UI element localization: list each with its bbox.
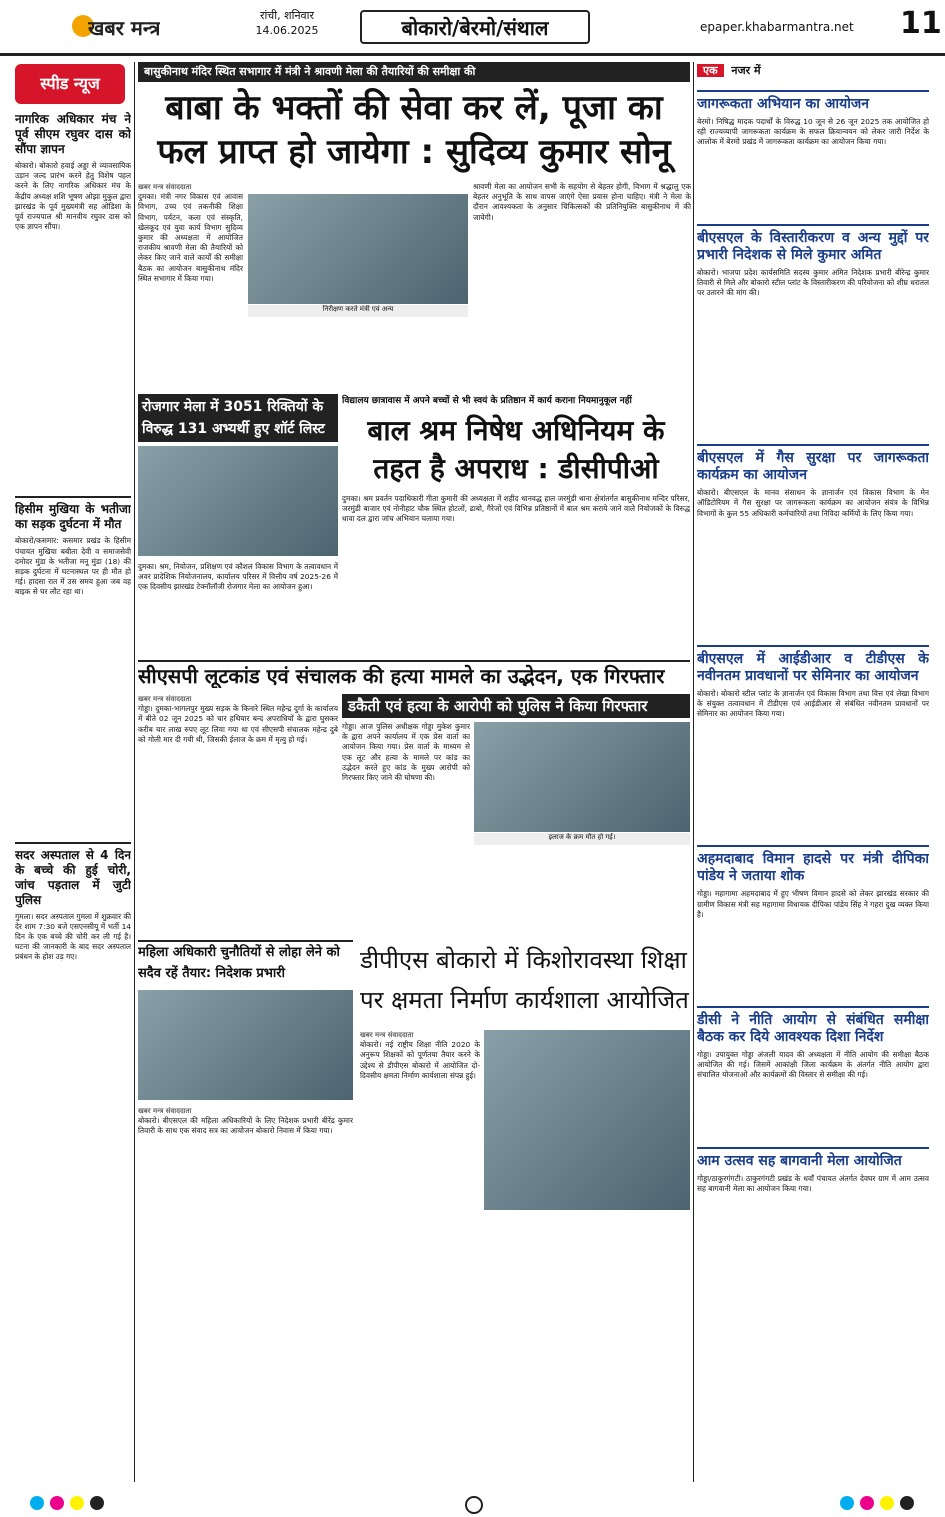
dps-body: बोकारो। नई राष्ट्रीय शिक्षा नीति 2020 के अनुरूप शिक्षकों को पूर्णतया तैयार करने के उद्देश्य से डीपीएस बोकारो में आयोजित दो-दिवसीय क्षमता निर्माण कार्यशाला संपन्न हुई। <box>360 1040 480 1080</box>
mahila-headline: महिला अधिकारी चुनौतियों से लोहा लेने को सदैव रहें तैयार: निदेशक प्रभारी <box>138 940 353 984</box>
lead-byline: खबर मन्त्र संवाददाता <box>138 183 192 191</box>
dakaiti-body: गोड्डा। आज पुलिस अधीक्षक गोड्डा मुकेश कुमार के द्वारा अपने कार्यालय में एक प्रेस वार्ता का आयोजन किया गया। प्रेस वार्ता के माध्यम से एक लूट और हत्या के मामले पर कांड का उद्भेदन करते हुए कांड के मुख्य आरोपी को गिरफ्तार किए जाने की घोषणा की। <box>342 722 470 783</box>
right-item <box>697 1006 929 1081</box>
registration-dot-icon <box>70 1496 84 1510</box>
crosshair-icon <box>465 1496 483 1514</box>
lead-body-col2 <box>473 182 691 380</box>
right-item-body: गोड्डा। उपायुक्त गोड्डा अंजली यादव की अध्यक्षता में नीति आयोग की समीक्षा बैठक आयोजित की गई। जिसमें आकांक्षी जिला कार्यक्रम के अंतर्गत नीति आयोग द्वारा संचालित योजनाओं और कार्यक्रमों की विस्तार से समीक्षा की गई। <box>697 1050 929 1080</box>
registration-dot-icon <box>30 1496 44 1510</box>
right-item <box>697 845 929 920</box>
right-item <box>697 224 929 299</box>
print-registration-strip <box>0 1490 945 1517</box>
right-item-headline: जागरूकता अभियान का आयोजन <box>697 90 929 113</box>
left-story2-body: बोकारो/कसमार: कसमार प्रखंड के हिसीम पंचायत मुखिया बबीता देवी व समाजसेवी दमोदर मुंडा के भतीजा मनू मुंडा (18) की सड़क दुर्घटना में घटनास्थल पर ही मौत हो गई। हादसा रात में उस समय हुआ जब वह बाइक से घर लौट रहा था। <box>15 536 131 597</box>
left-story1-body: बोकारो। बोकारो हवाई अड्डा से व्यावसायिक उड़ान जल्द प्रारंभ करने हेतु विशेष पहल करने के लिए नागरिक अधिकार मंच के केंद्रीय अध्यक्ष शशि भूषण ओझा मुकुल द्वारा झारखंड के पूर्व मुख्यमंत्री सह ओडिशा के पूर्व राज्यपाल श्री मानवीय रघुवर दास को एक ज्ञापन सौंपा। <box>15 161 131 232</box>
balshram-kicker: विद्यालय छात्रावास में अपने बच्चों से भी स्वयं के प्रतिष्ठान में कार्य कराना नियमानुकूल नहीं <box>342 396 632 406</box>
left-story2-headline: हिसीम मुखिया के भतीजा का सड़क दुर्घटना में मौत <box>15 496 131 532</box>
rozgar-headline: रोजगार मेला में 3051 रिक्तियों के विरुद्ध 131 अभ्यर्थी हुए शॉर्ट लिस्ट <box>138 394 338 442</box>
page-number: 11 <box>900 6 942 41</box>
right-item-headline: बीएसएल के विस्तारीकरण व अन्य मुद्दों पर प्रभारी निदेशक से मिले कुमार अमित <box>697 224 929 264</box>
mahila-body-col <box>138 1106 353 1476</box>
right-item-headline: अहमदाबाद विमान हादसे पर मंत्री दीपिका पांडेय ने जताया शोक <box>697 845 929 885</box>
right-item-headline: आम उत्सव सह बागवानी मेला आयोजित <box>697 1147 929 1170</box>
right-item-headline: बीएसएल में गैस सुरक्षा पर जागरूकता कार्यक्रम का आयोजन <box>697 444 929 484</box>
dakaiti-photo <box>474 722 690 832</box>
right-item-body: गोड्डा/ठाकुरगंगटी। ठाकुरगंगटी प्रखंड के धवाँ पंचायत अंतर्गत देवघर ग्राम में आम उत्सव सह बागवानी मेला का आयोजन किया गया। <box>697 1173 929 1193</box>
registration-dot-icon <box>840 1496 854 1510</box>
lead-body2: श्रावणी मेला का आयोजन सभी के सहयोग से बेहतर होगी, विभाग में श्रद्धालु एक बेहतर अनुभूति के साथ वापस जाएंगे ऐसा प्रयास होना चाहिए। मंत्री ने मेला के दौरान आवश्यकता के अनुसार चिकित्सकों की प्रतिनियुक्ति बासुकीनाथ में की जायेगी। <box>473 182 691 222</box>
csp-byline: खबर मन्त्र संवाददाता <box>138 695 192 703</box>
left-story1-headline: नागरिक अधिकार मंच ने पूर्व सीएम रघुवर दास को सौंपा ज्ञापन <box>15 112 131 156</box>
registration-dot-icon <box>50 1496 64 1510</box>
dps-byline: खबर मन्त्र संवाददाता <box>360 1031 414 1039</box>
city-day: रांची, शनिवार <box>259 9 315 22</box>
left-column <box>15 108 131 1488</box>
right-item-body: गोड्डा। महागामा अहमदाबाद में हुए भीषण विमान हादसे को लेकर झारखंड सरकार की ग्रामीण विकास मंत्री सह महागामा विधायक दीपिका पांडेय सिंह ने गहरा दुख व्यक्त किया है। <box>697 889 929 919</box>
lead-photo-caption: निरीक्षण करते मंत्री एवं अन्य <box>248 305 468 317</box>
registration-dot-icon <box>90 1496 104 1510</box>
lead-photo <box>248 194 468 304</box>
dps-body-col <box>360 1030 480 1470</box>
lead-body: दुमका। मंत्री नगर विकास एवं आवास विभाग, उच्च एवं तकनीकी शिक्षा विभाग, पर्यटन, कला एवं संस्कृति, खेलकूद एवं युवा कार्य विभाग सुदिव्य कुमार की अध्यक्षता में आयोजित राजकीय श्रावणी मेला की तैयारियों को लेकर किए जाने वाले कार्यों की समीक्षा बैठक का आयोजन बासुकीनाथ मंदिर स्थित सभागार में किया गया। <box>138 192 243 283</box>
right-item-body: बोकारो। भाजपा प्रदेश कार्यसमिति सदस्य कुमार अमित निदेशक प्रभारी बीरेन्द्र कुमार तिवारी से मिले और बोकारो स्टील प्लांट के विस्तारीकरण की परियोजना को शीघ्र धरातल पर उतारने की मांग की। <box>697 267 929 298</box>
right-item-body: बोकारो। बोकारो स्टील प्लांट के ज्ञानार्जन एवं विकास विभाग तथा वित्त एवं लेखा विभाग के संयुक्त तत्वावधान में टीडीएस एवं आईडीआर से संबंधित नवीनतम प्रावधानों पर सेमिनार का आयोजन किया गया। <box>697 688 929 719</box>
right-item-headline: डीसी ने नीति आयोग से संबंधित समीक्षा बैठक कर दिये आवश्यक दिशा निर्देश <box>697 1006 929 1046</box>
column-divider <box>134 62 135 1482</box>
right-item <box>697 444 929 519</box>
right-item <box>697 90 929 148</box>
right-item <box>697 645 929 720</box>
left-story3-headline: सदर अस्पताल से 4 दिन के बच्चे की हुई चोरी, जांच पड़ताल में जुटी पुलिस <box>15 842 131 908</box>
mahila-body: बोकारो। बीएसएल की महिला अधिकारियों के लिए निदेशक प्रभारी बीरेंद्र कुमार तिवारी के साथ एक संवाद सत्र का आयोजन बोकारो निवास में किया गया। <box>138 1116 353 1136</box>
balshram-headline: बाल श्रम निषेध अधिनियम के तहत है अपराध : डीसीपीओ <box>367 414 665 485</box>
section-title: बोकारो/बेरमो/संथाल <box>360 10 590 44</box>
rozgar-photo <box>138 446 338 556</box>
ek-tag: एक <box>697 64 724 77</box>
lead-headline: बाबा के भक्तों की सेवा कर लें, पूजा का फल प्राप्त हो जायेगा : सुदिव्य कुमार सोनू <box>157 88 671 172</box>
rozgar-body: दुमका। श्रम, नियोजन, प्रशिक्षण एवं कौशल विकास विभाग के तत्वावधान में अवर प्रादेशिक नियोजनालय, कार्यालय परिसर में वित्तीय वर्ष 2025-26 में एक दिवसीय झारखंड टेक्नॉलॉजी रोजगार मेला का आयोजन हुआ। <box>138 562 338 592</box>
right-item-body: बेरमो। निषिद्ध मादक पदार्थों के विरुद्ध 10 जून से 26 जून 2025 तक आयोजित हो रही राज्यव्यापी जागरूकता कार्यक्रम के सफल क्रियान्वयन को लेकर जारी निर्देश के आलोक में बेरमो प्रखंड में जागरूकता कार्यक्रम का आयोजन किया गया। <box>697 117 929 147</box>
left-story3-body: गुमला। सदर अस्पताल गुमला में शुक्रवार की देर शाम 7:30 बजे एसएनसीयू में भर्ती 14 दिन के एक बच्चे की चोरी कर ली गई है। घटना की जानकारी के बाद सदर अस्पताल प्रबंधन के होश उड़ गए। <box>15 911 131 962</box>
issue-date: 14.06.2025 <box>255 24 319 37</box>
nazar-tag: नजर में <box>731 64 761 77</box>
right-item-headline: बीएसएल में आईडीआर व टीडीएस के नवीनतम प्रावधानों पर सेमिनार का आयोजन <box>697 645 929 685</box>
right-column <box>697 84 929 1479</box>
csp-headline: सीएसपी लूटकांड एवं संचालक की हत्या मामले का उद्भेदन, एक गिरफ्तार <box>138 660 690 688</box>
right-item <box>697 1147 929 1194</box>
website-link[interactable]: epaper.khabarmantra.net <box>700 20 854 34</box>
right-item-body: बोकारो। बीएसएल के मानव संसाधन के ज्ञानार्जन एवं विकास विभाग के मेन ऑडिटोरियम में गैस सुरक्षा पर जागरूकता कार्यक्रम का आयोजन संयंत्र के विभिन्न विभागों के कुल 55 अधिकारी कर्मचारियों तथा निविदा कर्मियों के लिए किया गया। <box>697 488 929 518</box>
registration-dot-icon <box>880 1496 894 1510</box>
dakaiti-caption: इलाज के क्रम मौत हो गई। <box>474 833 690 845</box>
mahila-photo <box>138 990 353 1100</box>
balshram-body: दुमका। श्रम प्रवर्तन पदाधिकारी गीता कुमारी की अध्यक्षता में शहीद थानवद्ध हाल जरमुंडी थाना क्षेत्रांतर्गत बासुकीनाथ मन्दिर परिसर, जरमुंडी बाजार एवं नोनीहाट चौक स्थित होटलों, ढाबो, गैरेजों एवं विभिन्न प्रतिष्ठानों में बाल श्रम कराये जाने वाले नियोजकों के विरुद्ध धावा दल द्वारा जांच अभियान चलाया गया। <box>342 494 690 524</box>
dateline <box>232 8 342 38</box>
speed-news-badge: स्पीड न्यूज <box>15 64 125 104</box>
dps-headline: डीपीएस बोकारो में किशोरावस्था शिक्षा पर क्षमता निर्माण कार्यशाला आयोजित <box>360 946 689 1014</box>
csp-body: गोड्डा। दुमका-भागलपुर मुख्य सड़क के किनारे स्थित महेन्द्र दुर्गा के कार्यालय में बीते 02 जून 2025 को चार हथियार बन्द अपराधियों के द्वारा घुसकर करीब चार लाख रुपए लूट लिया गया था एवं सीएसपी संचालक महेन्द्र दुबे को गोली मार दी गयी थी, जिसकी ईलाज के क्रम में मृत्यु हो गई। <box>138 704 338 744</box>
dps-photo <box>484 1030 690 1210</box>
column-divider-right <box>693 62 694 1482</box>
ek-nazar-band <box>697 62 929 80</box>
csp-body-col <box>138 694 338 934</box>
mahila-byline: खबर मन्त्र संवाददाता <box>138 1107 192 1115</box>
registration-dot-icon <box>860 1496 874 1510</box>
registration-dot-icon <box>900 1496 914 1510</box>
dakaiti-headline: डकैती एवं हत्या के आरोपी को पुलिस ने किया गिरफ्तार <box>342 694 690 718</box>
page-header <box>0 0 945 56</box>
lead-body-col1 <box>138 182 243 380</box>
lead-kicker: बासुकीनाथ मंदिर स्थित सभागार में मंत्री ने श्रावणी मेला की तैयारियों की समीक्षा की <box>138 62 690 82</box>
brand-name: खबर मन्त्र <box>88 16 161 40</box>
